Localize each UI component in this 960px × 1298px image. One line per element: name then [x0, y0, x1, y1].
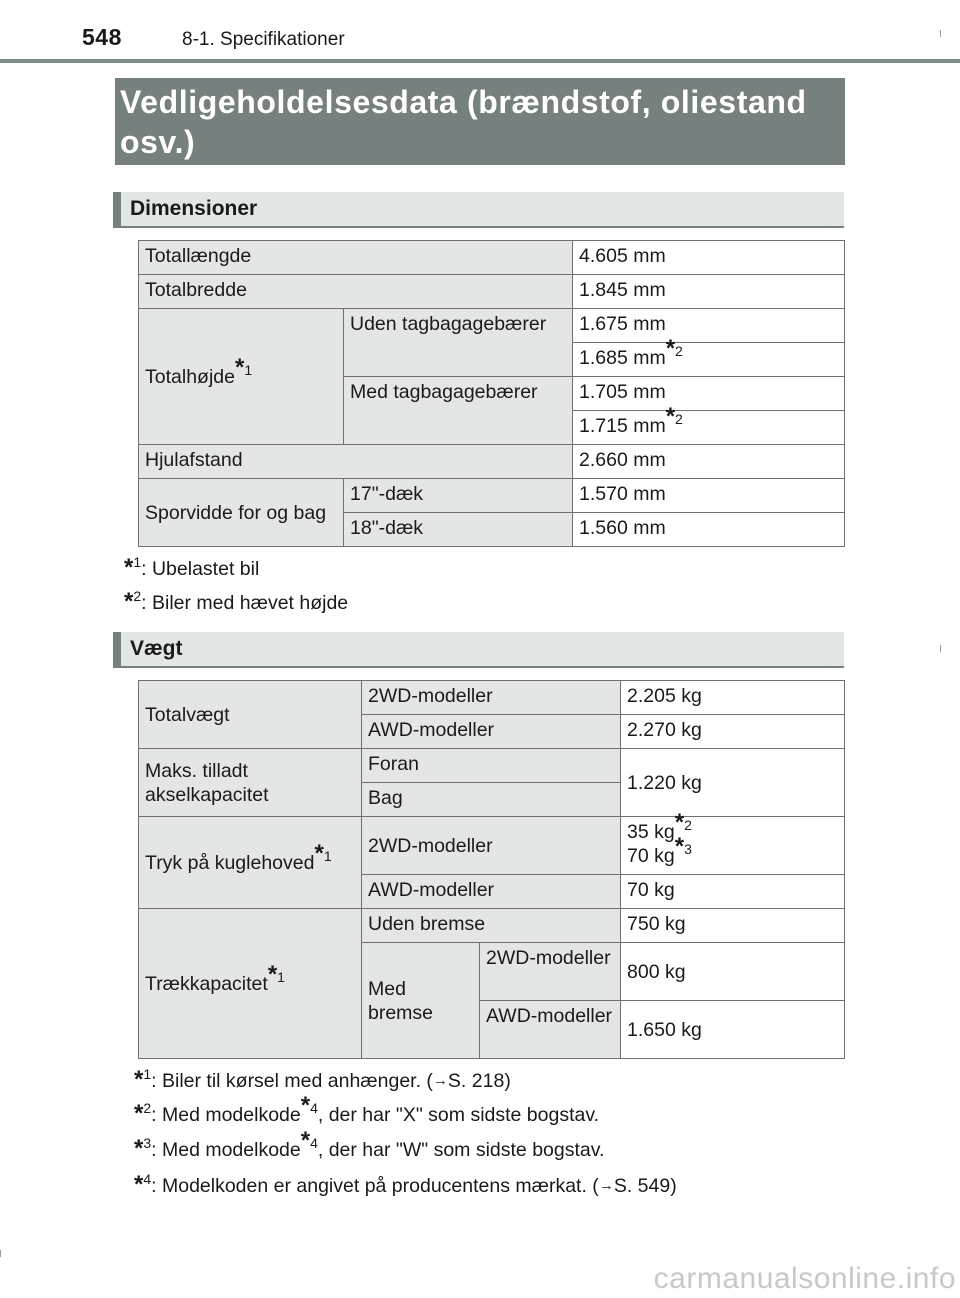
tongue-2wd-label: 2WD-modeller: [362, 817, 621, 875]
watermark-logo: [560, 1258, 960, 1298]
section-heading-dimensions: Dimensioner: [113, 192, 844, 228]
table-row: [139, 749, 845, 783]
crop-mark: [940, 30, 941, 37]
tire-17-value: 1.570 mm: [573, 479, 845, 513]
tire-18-label: 18"-dæk: [344, 513, 573, 547]
axle-capacity-label: Maks. tilladt akselkapacitet: [139, 749, 362, 817]
page-title: Vedligeholdelsesdata (brændstof, oliestand osv.): [115, 78, 845, 165]
right-arrow-icon: →: [598, 1177, 614, 1194]
asterisk-icon: *: [300, 1092, 311, 1119]
unbraked-value: 750 kg: [621, 909, 845, 943]
tongue-weight-label: Tryk på kuglehoved$^{*1}$: [139, 817, 362, 909]
asterisk-icon: *: [665, 335, 676, 362]
page-reference-link[interactable]: S. 549: [613, 1175, 671, 1197]
crop-mark: [0, 1250, 1, 1257]
dimensions-table: [138, 240, 845, 547]
track-label: Sporvidde for og bag: [139, 479, 344, 547]
braked-awd-label: AWD-modeller: [480, 1001, 621, 1059]
table-row: [139, 241, 845, 275]
header-divider: [0, 59, 960, 63]
with-rack-value-2: 1.715 $mm^{*2}$: [573, 411, 845, 445]
total-weight-label: Totalvægt: [139, 681, 362, 749]
weight-footnote-2: *$^2$: Med modelkode$^{*4}$, der har "X" som sidste bogstav.: [134, 1092, 600, 1127]
axle-capacity-value: 1.220 kg: [621, 749, 845, 817]
total-weight-awd-value: 2.270 kg: [621, 715, 845, 749]
unbraked-label: Uden bremse: [362, 909, 621, 943]
asterisk-icon: *: [300, 1127, 311, 1154]
total-length-label: Totallængde: [139, 241, 573, 275]
braked-label: Med bremse: [362, 943, 480, 1059]
without-rack-label: Uden tagbagagebærer: [344, 309, 573, 377]
tongue-2wd-value: 35 $kg^{*2}$ 70 $kg^{*3}$: [621, 817, 845, 875]
axle-rear-label: Bag: [362, 783, 621, 817]
total-weight-2wd-label: 2WD-modeller: [362, 681, 621, 715]
asterisk-icon: *: [267, 960, 278, 988]
table-row: [139, 309, 845, 343]
wheelbase-value: 2.660 mm: [573, 445, 845, 479]
total-weight-awd-label: AWD-modeller: [362, 715, 621, 749]
without-rack-value-2: 1.685 $mm^{*2}$: [573, 343, 845, 377]
asterisk-icon: *: [665, 403, 676, 430]
crop-mark: [940, 645, 941, 652]
towing-capacity-label: Trækkapacitet$^{*1}$: [139, 909, 362, 1059]
footnote-2: *$^2$: Biler med hævet højde: [124, 588, 349, 615]
total-width-value: 1.845 mm: [573, 275, 845, 309]
table-row: [139, 681, 845, 715]
weight-footnote-3: *$^3$: Med modelkode$^{*4}$, der har "W" som sidste bogstav.: [134, 1127, 605, 1162]
asterisk-icon: *: [134, 1100, 144, 1127]
asterisk-icon: *: [124, 588, 134, 615]
total-weight-2wd-value: 2.205 kg: [621, 681, 845, 715]
asterisk-icon: *: [674, 833, 685, 860]
tongue-awd-value: 70 kg: [621, 875, 845, 909]
right-arrow-icon: →: [432, 1072, 448, 1089]
wheelbase-label: Hjulafstand: [139, 445, 573, 479]
tire-17-label: 17"-dæk: [344, 479, 573, 513]
table-row: [139, 275, 845, 309]
braked-awd-value: 1.650 kg: [621, 1001, 845, 1059]
with-rack-value-1: 1.705 mm: [573, 377, 845, 411]
asterisk-icon: *: [134, 1135, 144, 1162]
asterisk-icon: *: [674, 809, 685, 836]
footnote-1: *$^1$: Ubelastet bil: [124, 554, 260, 581]
section-title: 8-1. Specifikationer: [182, 29, 345, 50]
weight-footnote-4: *$^4$: Modelkoden er angivet på producentens mærkat. (→S. 549): [134, 1171, 677, 1198]
total-width-label: Totalbredde: [139, 275, 573, 309]
page-number: 548: [82, 24, 122, 50]
asterisk-icon: *: [314, 839, 324, 867]
without-rack-value-1: 1.675 mm: [573, 309, 845, 343]
weight-footnote-1: *$^1$: Biler til kørsel med anhænger. (→S. 218): [134, 1066, 511, 1093]
table-row: [139, 479, 845, 513]
table-row: [139, 909, 845, 943]
with-rack-label: Med tagbagagebærer: [344, 377, 573, 445]
section-heading-weight: Vægt: [113, 632, 844, 668]
asterisk-icon: *: [134, 1171, 144, 1198]
tire-18-value: 1.560 mm: [573, 513, 845, 547]
asterisk-icon: *: [134, 1066, 144, 1093]
braked-2wd-label: 2WD-modeller: [480, 943, 621, 1001]
page-reference-link[interactable]: S. 218: [447, 1070, 505, 1092]
total-length-value: 4.605 mm: [573, 241, 845, 275]
table-row: [139, 817, 845, 875]
asterisk-icon: *: [124, 554, 134, 581]
total-height-label: Totalhøjde$^{*1}$: [139, 309, 344, 445]
braked-2wd-value: 800 kg: [621, 943, 845, 1001]
svg-text:carmanualsonline.info: carmanualsonline.info: [653, 1262, 956, 1295]
asterisk-icon: *: [234, 353, 245, 381]
tongue-awd-label: AWD-modeller: [362, 875, 621, 909]
axle-front-label: Foran: [362, 749, 621, 783]
table-row: [139, 445, 845, 479]
weight-table: [138, 680, 845, 1059]
